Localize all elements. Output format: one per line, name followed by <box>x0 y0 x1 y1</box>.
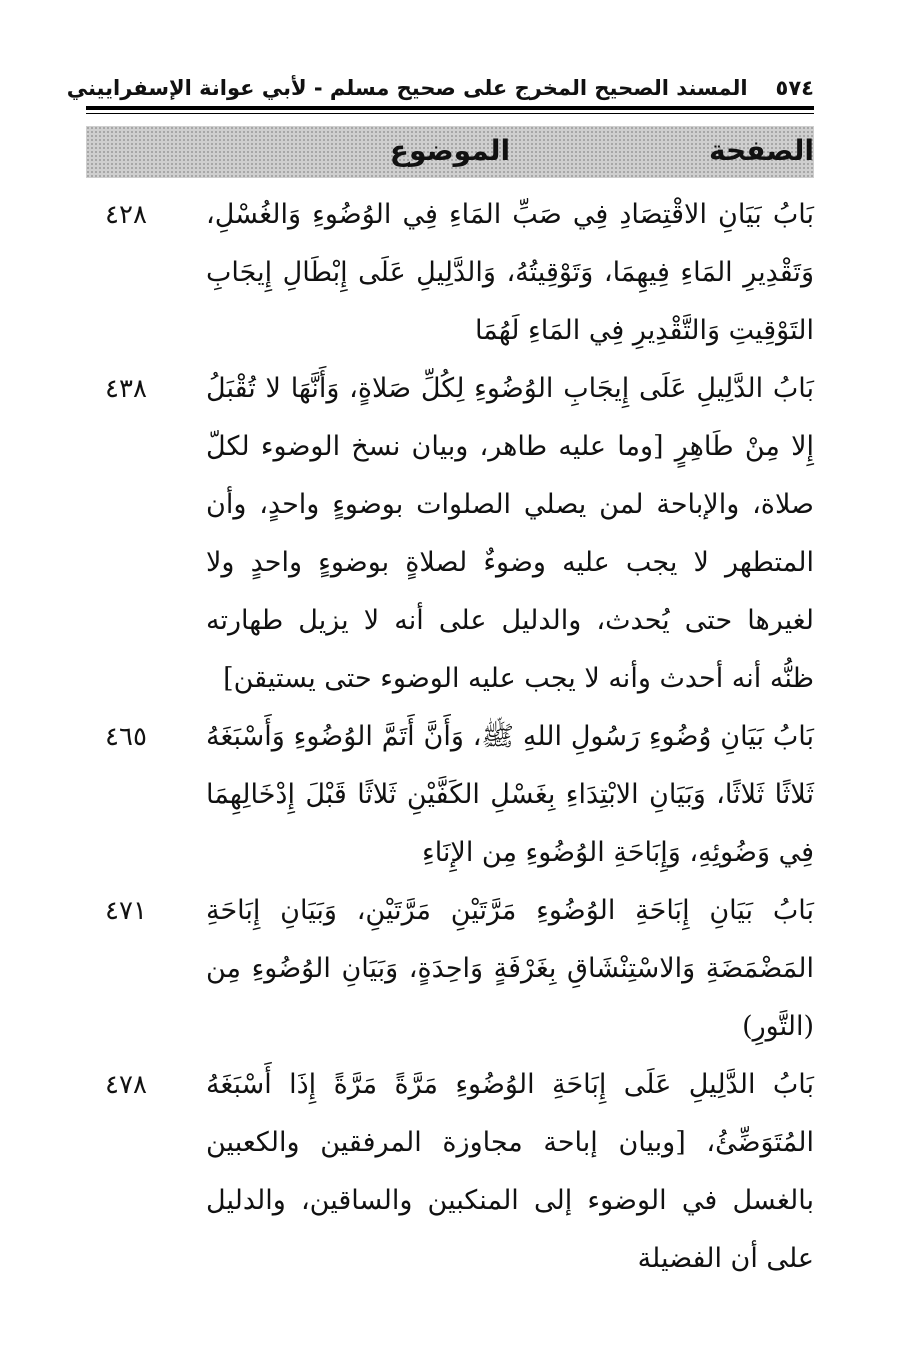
page-number: ٥٧٤ <box>775 76 814 100</box>
toc-entry <box>86 186 814 360</box>
toc-entry <box>86 1056 814 1288</box>
running-title: المسند الصحيح المخرج على صحيح مسلم - لأبي عوانة الإسفراييني <box>66 76 748 100</box>
toc-entry-page: ٤٦٥ <box>105 722 147 752</box>
toc-entry-title: بَابُ الدَّلِيلِ عَلَى إِبَاحَةِ الوُضُوءِ مَرَّةً مَرَّةً إِذَا أَسْبَغَهُ المُتَوَضِّئُ، [وبيان إباحة مجاوزة المرفقين والكعبين بالغسل في الوضوء إلى المنكبين والساقين، والدليل على أن الفضيلة <box>206 1069 814 1274</box>
column-header-topic: الموضوع <box>389 134 511 167</box>
document-page <box>66 60 814 1288</box>
toc-entry <box>86 708 814 882</box>
toc-entry <box>86 882 814 1056</box>
toc-list <box>86 186 814 1288</box>
header-rule-thin <box>86 113 814 114</box>
column-header-page: الصفحة <box>708 134 814 167</box>
toc-entry-title: بَابُ بَيَانِ إِبَاحَةِ الوُضُوءِ مَرَّتَيْنِ مَرَّتَيْنِ، وَبَيَانِ إِبَاحَةِ المَضْمَضَةِ وَالاسْتِنْشَاقِ بِغَرْفَةٍ وَاحِدَةٍ، وَبَيَانِ الوُضُوءِ مِن (التَّورِ) <box>206 895 814 1042</box>
header-rule-thick <box>86 106 814 110</box>
toc-entry-page: ٤٧١ <box>105 896 147 926</box>
toc-entry <box>86 360 814 708</box>
toc-entry-title: بَابُ بَيَانِ وُضُوءِ رَسُولِ اللهِ ﷺ، وَأَنَّ أَتَمَّ الوُضُوءِ وَأَسْبَغَهُ ثَلاثًا ثَلاثًا، وَبَيَانِ الابْتِدَاءِ بِغَسْلِ الكَفَّيْنِ ثَلاثًا قَبْلَ إِدْخَالِهِمَا فِي وَضُوئِهِ، وَإِبَاحَةِ الوُضُوءِ مِن الإِنَاءِ <box>206 721 814 868</box>
toc-entry-page: ٤٧٨ <box>105 1070 147 1100</box>
toc-entry-title: بَابُ الدَّلِيلِ عَلَى إِيجَابِ الوُضُوءِ لِكُلِّ صَلاةٍ، وَأَنَّهَا لا تُقْبَلُ إِلا مِنْ طَاهِرٍ [وما عليه طاهر، وبيان نسخ الوضوء لكلّ صلاة، والإباحة لمن يصلي الصلوات بوضوءٍ واحدٍ، وأن المتطهر لا يجب عليه وضوءٌ لصلاةٍ بوضوءٍ واحدٍ ولا لغيرها حتى يُحدث، والدليل على أنه لا يزيل طهارته ظنُّه أنه أحدث وأنه لا يجب عليه الوضوء حتى يستيقن] <box>206 373 814 694</box>
running-header <box>66 60 814 106</box>
toc-entry-title: بَابُ بَيَانِ الاقْتِصَادِ فِي صَبِّ المَاءِ فِي الوُضُوءِ وَالغُسْلِ، وَتَقْدِيرِ المَاءِ فِيهِمَا، وَتَوْقِيتُهُ، وَالدَّلِيلِ عَلَى إِبْطَالِ إِيجَابِ التَوْقِيتِ وَالتَّقْدِيرِ فِي المَاءِ لَهُمَا <box>206 199 814 346</box>
column-header-bar <box>86 126 814 178</box>
toc-entry-page: ٤٣٨ <box>105 374 147 404</box>
toc-entry-page: ٤٢٨ <box>105 200 147 230</box>
